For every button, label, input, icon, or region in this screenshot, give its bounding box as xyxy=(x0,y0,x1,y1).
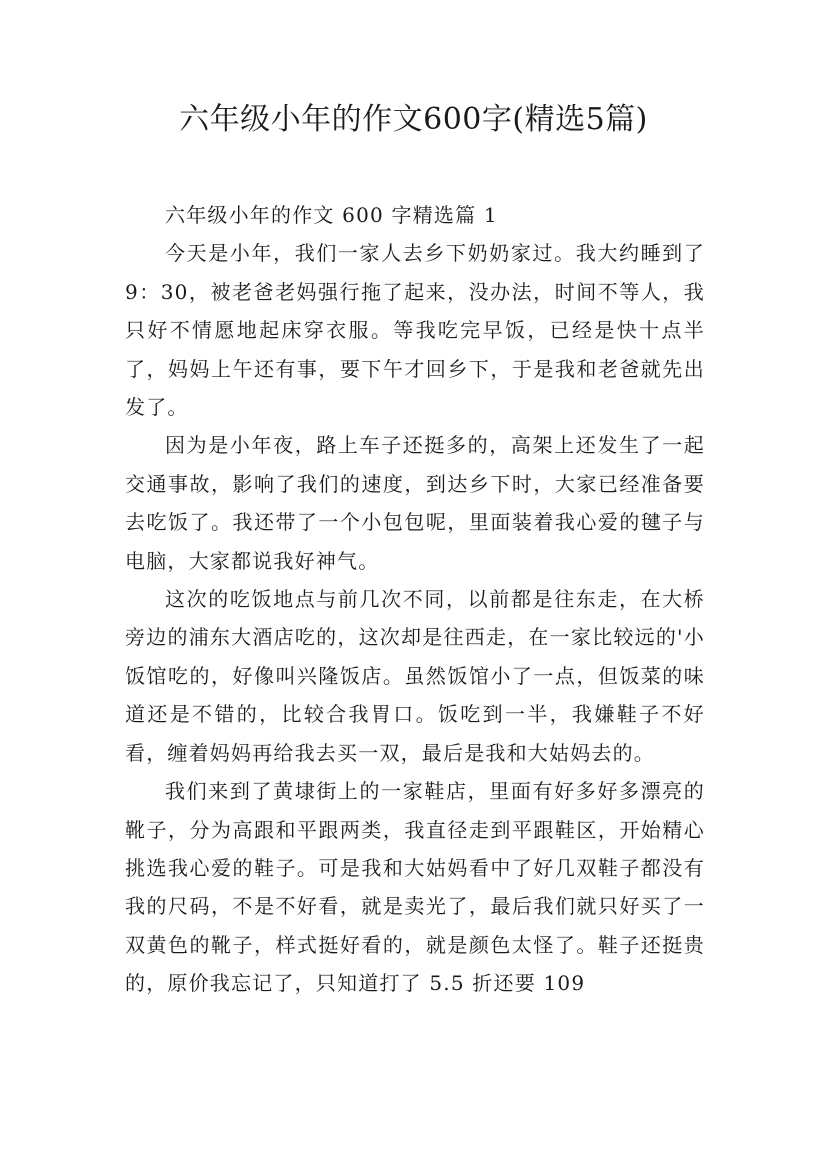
document-body xyxy=(125,196,705,1003)
paragraph: 这次的吃饭地点与前几次不同，以前都是往东走，在大桥旁边的浦东大酒店吃的，这次却是往西走，在一家比较远的'小饭馆吃的，好像叫兴隆饭店。虽然饭馆小了一点，但饭菜的味道还是不错的，比较合我胃口。饭吃到一半，我嫌鞋子不好看，缠着妈妈再给我去买一双，最后是我和大姑妈去的。 xyxy=(125,587,705,765)
paragraph: 今天是小年，我们一家人去乡下奶奶家过。我大约睡到了 9：30，被老爸老妈强行拖了起来，没办法，时间不等人，我只好不情愿地起床穿衣服。等我吃完早饭，已经是快十点半了，妈妈上午还有事，要下午才回乡下，于是我和老爸就先出发了。 xyxy=(125,241,705,420)
paragraph: 我们来到了黄埭街上的一家鞋店，里面有好多好多漂亮的靴子，分为高跟和平跟两类，我直径走到平跟鞋区，开始精心挑选我心爱的鞋子。可是我和大姑妈看中了好几双鞋子都没有我的尺码，不是不好看，就是卖光了，最后我们就只好买了一双黄色的靴子，样式挺好看的，就是颜色太怪了。鞋子还挺贵的，原价我忘记了，只知道打了 5.5 折还要 109 xyxy=(125,779,705,996)
paragraph: 因为是小年夜，路上车子还挺多的，高架上还发生了一起交通事故，影响了我们的速度，到达乡下时，大家已经准备要去吃饭了。我还带了一个小包包呢，里面装着我心爱的毽子与电脑，大家都说我好神气。 xyxy=(125,433,705,573)
document-title: 六年级小年的作文600字(精选5篇) xyxy=(179,102,648,137)
section-heading: 六年级小年的作文 600 字精选篇 1 xyxy=(165,203,498,227)
